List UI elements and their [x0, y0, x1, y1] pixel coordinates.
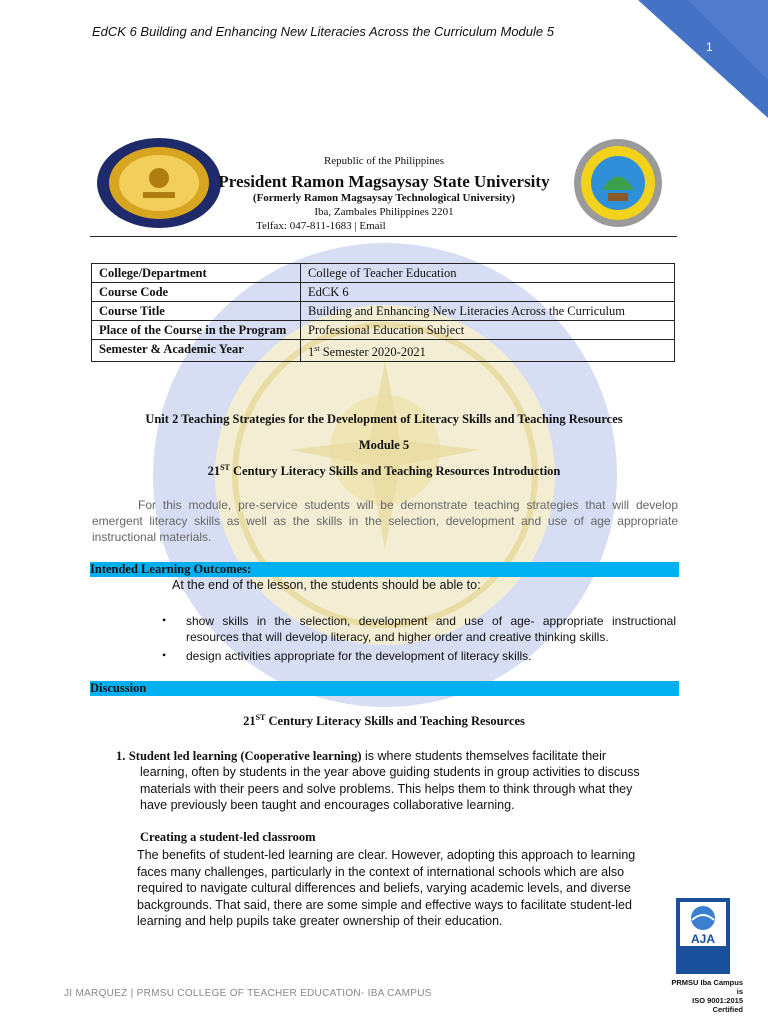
discussion-item-1-text: learning, often by students in the year above guiding students in group activities to discuss materials with their peers and solve problems. This helps them to think through what they have previously been taught and encourages collaborative learning. [140, 765, 640, 812]
outcomes-heading-bar: Intended Learning Outcomes: [90, 562, 679, 577]
bullet-icon: • [162, 648, 167, 662]
table-key: College/Department [92, 264, 301, 283]
certification-caption-line: ISO 9001:2015 Certified [692, 996, 743, 1014]
table-row [92, 264, 675, 283]
table-value: EdCK 6 [301, 283, 675, 302]
page-footer: JI MARQUEZ | PRMSU COLLEGE OF TEACHER EDUCATION- IBA CAMPUS [64, 988, 432, 999]
table-key: Course Code [92, 283, 301, 302]
telfax-line: Telfax: 047-811-1683 | Email [256, 220, 386, 232]
table-key: Place of the Course in the Program [92, 321, 301, 340]
semester-number: 1 [308, 345, 315, 360]
former-name: (Formerly Ramon Magsaysay Technological University) [252, 192, 516, 204]
semester-text: Semester 2020-2021 [319, 345, 426, 360]
semester-suffix: st [314, 344, 320, 353]
page-number: 1 [706, 40, 713, 54]
table-row [92, 283, 675, 302]
document-header-title: EdCK 6 Building and Enhancing New Literacies Across the Curriculum Module 5 [92, 24, 554, 39]
module-intro-text: For this module, pre-service students will be demonstrate teaching strategies that will develop emergent literacy skills as well as the skills in the selection, development and use of age appropriate instructional materials. [92, 498, 678, 544]
table-row [92, 340, 675, 362]
list-number: 1. [116, 749, 126, 763]
republic-line: Republic of the Philippines [323, 155, 445, 167]
discussion-subtitle [0, 713, 768, 729]
discussion-subtitle-number: 21 [243, 714, 256, 729]
module-title-suffix: ST [220, 463, 230, 472]
table-value: College of Teacher Education [301, 264, 675, 283]
module-title-number: 21 [207, 464, 221, 479]
outcome-item: show skills in the selection, development and use of age- appropriate instructional resources that will develop literacy, and higher order and creative thinking skills. [186, 614, 676, 644]
module-intro-paragraph [92, 497, 678, 545]
university-address: Iba, Zambales Philippines 2201 [314, 206, 454, 218]
aja-iso-certification-logo [676, 898, 730, 974]
university-name: President Ramon Magsaysay State University [218, 172, 550, 191]
module-label: Module 5 [358, 438, 410, 452]
outcomes-lead: At the end of the lesson, the students should be able to: [172, 578, 481, 592]
bullet-icon: • [162, 613, 167, 627]
certification-caption [665, 978, 743, 1014]
table-value: Building and Enhancing New Literacies Across the Curriculum [301, 302, 675, 321]
page-corner-graphic [618, 0, 768, 118]
module-title-text: Century Literacy Skills and Teaching Resources Introduction [229, 464, 561, 479]
discussion-item-1-title: Student led learning (Cooperative learning) [128, 749, 362, 763]
table-value: Professional Education Subject [301, 321, 675, 340]
unit-title: Unit 2 Teaching Strategies for the Development of Literacy Skills and Teaching Resources [145, 412, 623, 426]
aja-logo-text: AJA [690, 932, 716, 946]
college-of-teacher-education-logo [570, 138, 666, 228]
discussion-heading-bar: Discussion [90, 681, 679, 696]
sub-heading: Creating a student-led classroom [140, 830, 316, 844]
outcome-item: design activities appropriate for the development of literacy skills. [186, 649, 532, 663]
discussion-item-1-text-start: is where students themselves facilitate their [361, 749, 607, 763]
course-info-table [91, 263, 675, 362]
module-title [0, 463, 768, 479]
sub-paragraph: The benefits of student-led learning are clear. However, adopting this approach to learning faces many challenges, particularly in the context of international schools which are also required to navigate cultural differences and beliefs, varying academic levels, and diverse backgrounds. That said, there are some simple and effective ways to facilitate student-led learning and help pupils take greater ownership of their education. [137, 848, 636, 928]
table-value [301, 340, 675, 362]
table-row [92, 321, 675, 340]
discussion-item-1-first-line [116, 748, 676, 765]
table-row [92, 302, 675, 321]
discussion-subtitle-suffix: ST [255, 713, 266, 722]
discussion-subtitle-text: Century Literacy Skills and Teaching Resources [265, 714, 525, 729]
table-key: Course Title [92, 302, 301, 321]
certification-caption-line: PRMSU Iba Campus is [671, 978, 743, 996]
table-key: Semester & Academic Year [92, 340, 301, 362]
letterhead-divider [90, 236, 677, 237]
